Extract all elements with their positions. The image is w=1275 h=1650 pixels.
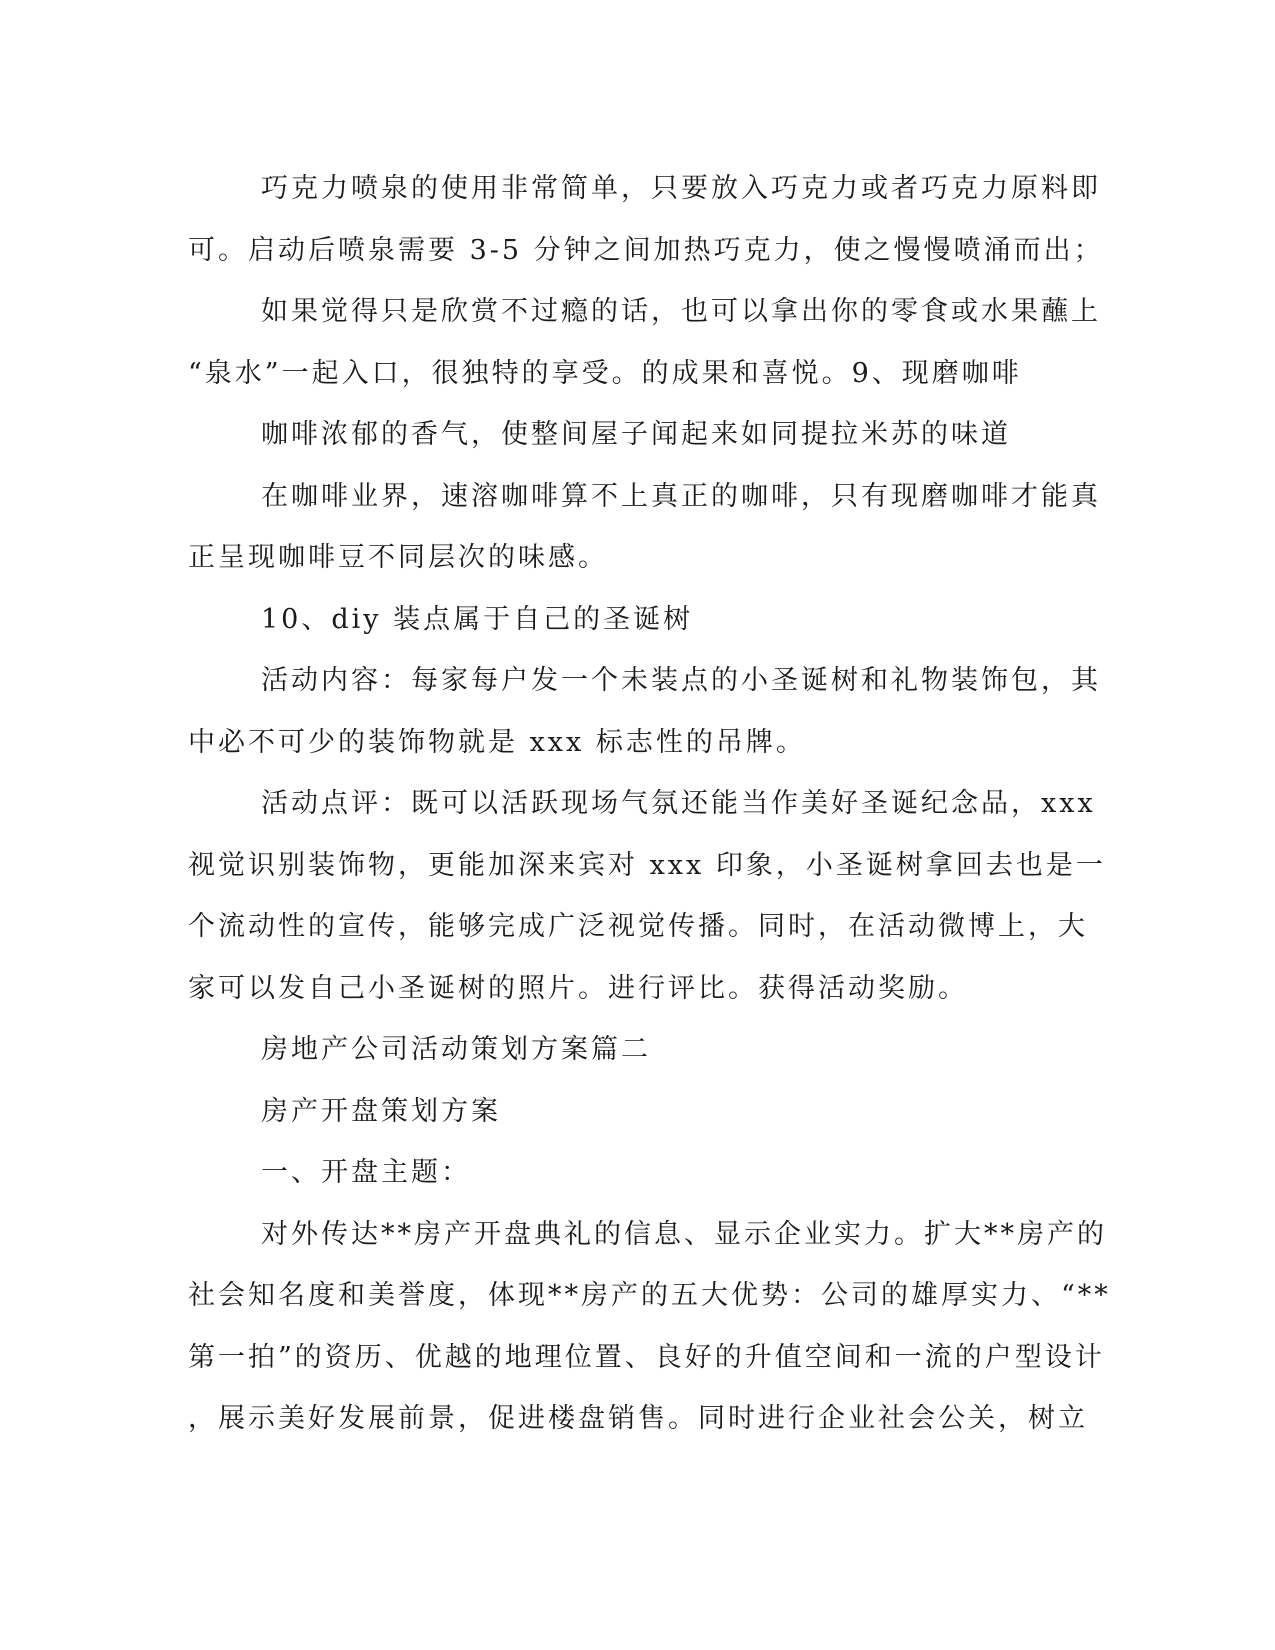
text-line: 咖啡浓郁的香气，使整间屋子闻起来如同提拉米苏的味道: [261, 419, 1011, 450]
text-line: 一、开盘主题：: [261, 1157, 471, 1188]
paragraph-opening-theme-body: [188, 1204, 1111, 1450]
heading-diy-christmas-tree: [188, 589, 1088, 651]
text-line: “泉水”一起入口，很独特的享受。的成果和喜悦。9、现磨咖啡: [188, 357, 1022, 389]
text-line: 房地产公司活动策划方案篇二: [261, 1034, 651, 1065]
heading-opening-plan: [188, 1081, 1088, 1143]
paragraph-coffee-aroma: [188, 404, 1088, 466]
paragraph-activity-review: [188, 773, 1106, 1019]
paragraph-dip-snacks: [188, 281, 1101, 404]
text-line: 家可以发自己小圣诞树的照片。进行评比。获得活动奖励。: [188, 972, 968, 1004]
heading-plan-part-two: [188, 1019, 1088, 1081]
text-line: 如果觉得只是欣赏不过瘾的话，也可以拿出你的零食或水果蘸上: [261, 296, 1101, 327]
paragraph-chocolate-fountain-usage: [188, 158, 1104, 281]
text-line: 在咖啡业界，速溶咖啡算不上真正的咖啡，只有现磨咖啡才能真: [261, 480, 1101, 512]
text-line: 活动点评：既可以活跃现场气氛还能当作美好圣诞纪念品，xxx: [261, 788, 1096, 819]
heading-opening-theme: [188, 1142, 1088, 1204]
text-line: 活动内容：每家每户发一个未装点的小圣诞树和礼物装饰包，其: [261, 665, 1101, 696]
text-line: 正呈现咖啡豆不同层次的味感。: [188, 542, 608, 573]
paragraph-fresh-ground-coffee: [188, 466, 1101, 589]
text-line: 10、diy 装点属于自己的圣诞树: [261, 603, 694, 635]
text-line: 社会知名度和美誉度，体现**房产的五大优势：公司的雄厚实力、“**: [188, 1280, 1111, 1311]
paragraph-activity-content: [188, 650, 1101, 773]
text-line: 个流动性的宣传，能够完成广泛视觉传播。同时，在活动微博上，大: [188, 911, 1088, 942]
text-line: 巧克力喷泉的使用非常简单，只要放入巧克力或者巧克力原料即: [261, 173, 1101, 204]
text-line: 视觉识别装饰物，更能加深来宾对 xxx 印象，小圣诞树拿回去也是一: [188, 849, 1106, 881]
document-body: [188, 158, 1111, 1450]
text-line: 对外传达**房产开盘典礼的信息、显示企业实力。扩大**房产的: [261, 1218, 1107, 1250]
text-line: 房产开盘策划方案: [261, 1095, 501, 1127]
text-line: 可。启动后喷泉需要 3-5 分钟之间加热巧克力，使之慢慢喷涌而出；: [188, 234, 1104, 266]
text-line: 第一拍”的资历、优越的地理位置、良好的升值空间和一流的户型设计: [188, 1341, 1105, 1373]
text-line: ，展示美好发展前景，促进楼盘销售。同时进行企业社会公关，树立: [188, 1403, 1088, 1434]
text-line: 中必不可少的装饰物就是 xxx 标志性的吊牌。: [188, 726, 806, 758]
